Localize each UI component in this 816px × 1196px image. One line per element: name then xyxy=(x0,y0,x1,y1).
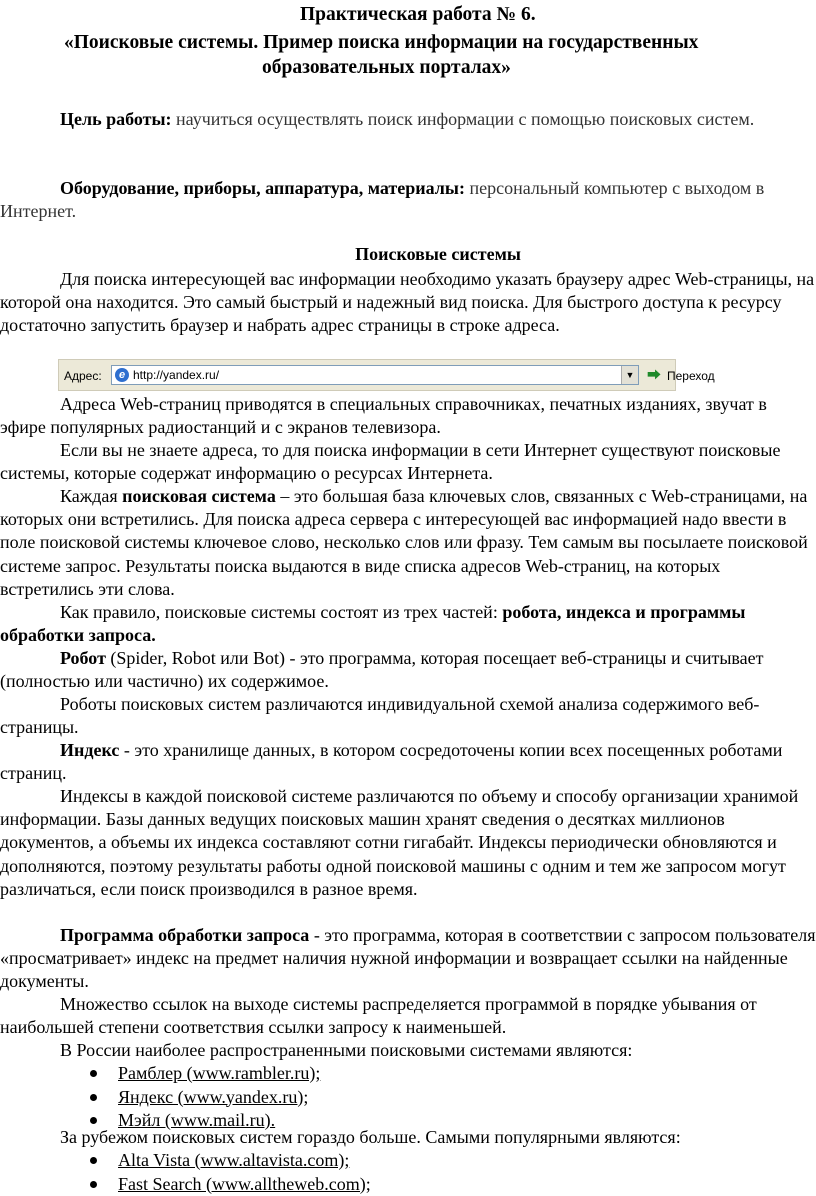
address-input[interactable] xyxy=(111,365,639,385)
paragraph-robot-differences: Роботы поисковых систем различаются индивидуальной схемой анализа содержимого веб-страницы. xyxy=(0,693,816,739)
go-arrow-icon: ⮕ xyxy=(647,367,663,383)
term-robot: Робот xyxy=(60,648,106,668)
document-title-line3: образовательных порталах» xyxy=(262,56,662,79)
equipment-text: персональный компьютер с выходом в Интернет. xyxy=(0,178,764,221)
equipment-paragraph xyxy=(0,177,816,223)
goal-label: Цель работы: xyxy=(60,109,172,129)
term-three-parts: робота, индекса и программы обработки запроса. xyxy=(0,602,745,645)
paragraph-robot: Робот (Spider, Robot или Bot) - это программа, которая посещает веб-страницы и считывает (полностью или частично) их содержимое. xyxy=(0,647,816,693)
bullet-icon xyxy=(90,1070,97,1077)
list-item xyxy=(0,1173,371,1196)
link-yandex[interactable]: Яндекс (www.yandex.ru); xyxy=(118,1087,308,1107)
paragraph-address-sources: Адреса Web-страниц приводятся в специальных справочниках, печатных изданиях, звучат в эфире популярных радиостанций и с экранов телевизора. xyxy=(0,393,816,439)
link-altavista[interactable]: Alta Vista (www.altavista.com); xyxy=(118,1150,349,1170)
term-query-program: Программа обработки запроса xyxy=(60,925,309,945)
paragraph-search-system-definition: Каждая поисковая система – это большая база ключевых слов, связанных с Web-страницами, на которых они встретились. Для поиска адреса сервера с интересующей вас информацией надо ввести в поле поисковой системы ключевое слово, несколько слов или фразу. Тем самым вы посылаете поисковой системе запрос. Результаты поиска выдаются в виде списка адресов Web-страниц, на которых встретились эти слова. xyxy=(0,485,816,601)
paragraph-index: Индекс - это хранилище данных, в котором сосредоточены копии всех посещенных роботами страниц. xyxy=(0,739,816,785)
goal-text: научиться осуществлять поиск информации с помощью поисковых систем. xyxy=(172,109,755,129)
bullet-icon xyxy=(90,1181,97,1188)
list-item xyxy=(0,1062,320,1086)
goal-paragraph xyxy=(0,108,816,131)
paragraph-ranking: Множество ссылок на выходе системы распределяется программой в порядке убывания от наибольшей степени соответствия ссылки запросу к наименьшей. xyxy=(0,993,816,1039)
link-alltheweb[interactable]: Fast Search (www.alltheweb.com); xyxy=(118,1174,371,1194)
equipment-label: Оборудование, приборы, аппаратура, материалы: xyxy=(60,178,465,198)
foreign-search-list xyxy=(0,1149,371,1196)
term-index: Индекс xyxy=(60,740,119,760)
paragraph-index-details: Индексы в каждой поисковой системе различаются по объему и способу организации хранимой информации. Базы данных ведущих поисковых машин хранят сведения о десятках миллионов документов, а объемы их индекса составляют сотни гигабайт. Индексы периодически обновляются и дополняются, поэтому результаты работы одной поисковой машины с одним и тем же запросом могут различаться, если поиск производился в разное время. xyxy=(0,785,816,901)
browser-address-bar xyxy=(58,359,676,391)
document-title-line1: Практическая работа № 6. xyxy=(300,3,600,26)
go-button[interactable] xyxy=(647,366,727,386)
term-search-system: поисковая система xyxy=(122,486,276,506)
russia-search-list xyxy=(0,1062,320,1133)
link-mail[interactable]: Мэйл (www.mail.ru). xyxy=(118,1110,275,1130)
paragraph-three-parts: Как правило, поисковые системы состоят из трех частей: робота, индекса и программы обработки запроса. xyxy=(0,601,816,647)
paragraph-browser-address: Для поиска интересующей вас информации необходимо указать браузеру адрес Web-страницы, на которой она находится. Это самый быстрый и надежный вид поиска. Для быстрого доступа к ресурсу достаточно запустить браузер и набрать адрес страницы в строке адреса. xyxy=(0,268,816,338)
ie-page-icon: e xyxy=(115,368,129,382)
bullet-icon xyxy=(90,1157,97,1164)
link-rambler[interactable]: Рамблер (www.rambler.ru); xyxy=(118,1063,320,1083)
document-title-line2: «Поисковые системы. Пример поиска информации на государственных xyxy=(64,31,816,54)
address-url: http://yandex.ru/ xyxy=(133,368,219,382)
paragraph-search-systems: Если вы не знаете адреса, то для поиска информации в сети Интернет существуют поисковые системы, которые содержат информацию о ресурсах Интернета. xyxy=(0,439,816,485)
list-item xyxy=(0,1149,371,1173)
paragraph-foreign-intro: За рубежом поисковых систем гораздо больше. Самыми популярными являются: xyxy=(0,1126,816,1149)
bullet-icon xyxy=(90,1117,97,1124)
bullet-icon xyxy=(90,1094,97,1101)
go-button-label: Переход xyxy=(667,369,715,383)
paragraph-query-program: Программа обработки запроса - это программа, которая в соответствии с запросом пользователя «просматривает» индекс на предмет наличия нужной информации и возвращает ссылки на найденные документы. xyxy=(0,924,816,994)
paragraph-russia-intro: В России наиболее распространенными поисковыми системами являются: xyxy=(0,1039,816,1062)
section-title: Поисковые системы xyxy=(0,244,816,265)
list-item xyxy=(0,1086,320,1110)
address-label: Адрес: xyxy=(64,369,102,383)
dropdown-arrow-icon[interactable]: ▼ xyxy=(621,366,638,384)
